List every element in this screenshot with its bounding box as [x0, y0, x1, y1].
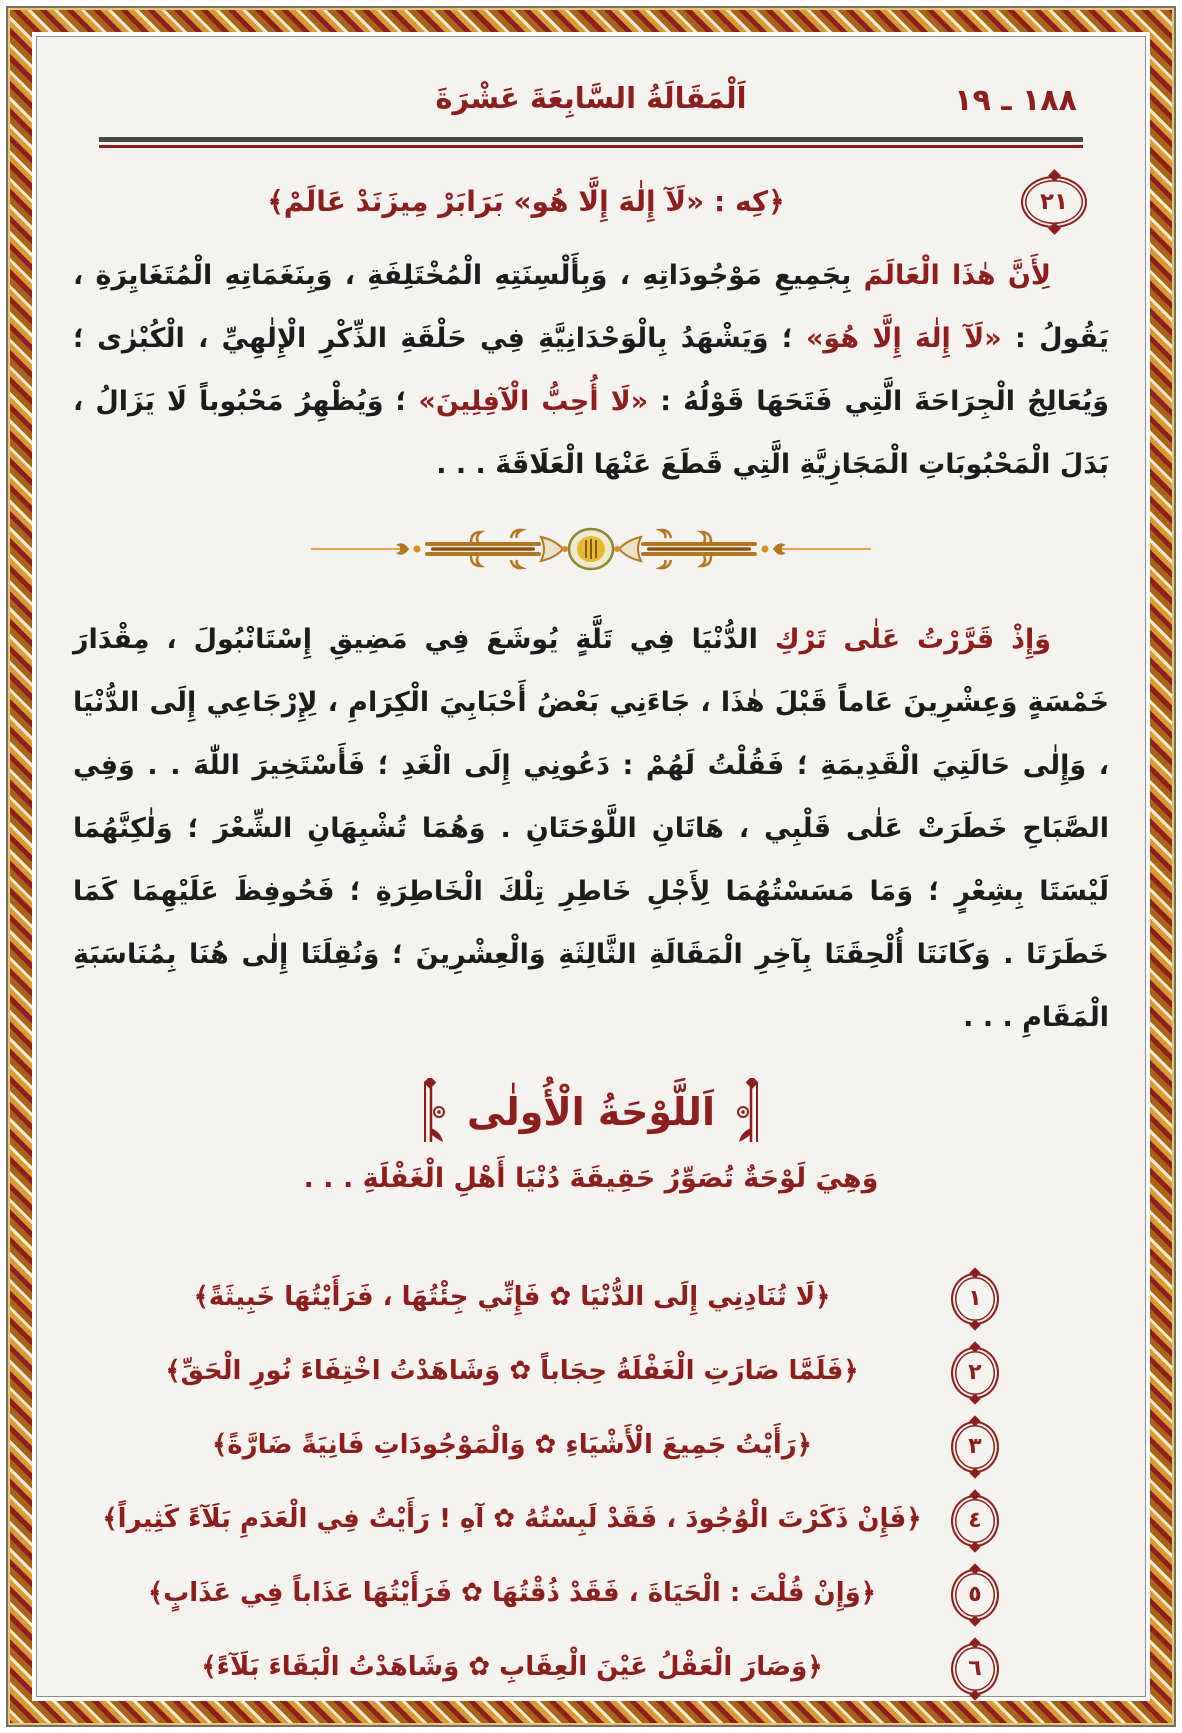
verse-row [71, 1630, 1111, 1704]
verse-row [71, 1260, 1111, 1334]
bracket-ornament-icon [735, 1078, 761, 1146]
page-content [36, 36, 1146, 1697]
verse-number-medallion: ٥ [951, 1569, 999, 1621]
verse-text: ﴿لَا تُنَادِنِي إِلَى الدُّنْيَا ✿ فَإِنِّي جِئْتُهَا ، فَرَأَيْتُهَا خَبِيثَةً﴾ [193, 1282, 831, 1312]
tablet-title: اَللَّوْحَةُ الْأُولٰى [467, 1090, 715, 1134]
tablet-subtitle: وَهِيَ لَوْحَةٌ تُصَوِّرُ حَقِيقَةَ دُنْيَا أَهْلِ الْغَفْلَةِ . . . [303, 1163, 879, 1194]
verse-number-medallion: ٤ [951, 1495, 999, 1547]
ornamental-divider-icon [301, 524, 881, 574]
verse-number-medallion: ٣ [951, 1421, 999, 1473]
verse-row [71, 1408, 1111, 1482]
verse-21-text: ﴿كِه : «لَآ إِلٰهَ إِلَّا هُو» بَرَابَرْ مِيزَنَدْ عَالَمْ﴾ [267, 185, 785, 218]
tablet-heading-row [71, 1075, 1111, 1149]
verse-text: ﴿وَإِنْ قُلْتَ : الْحَيَاةَ ، فَقَدْ ذُقْتُهَا ✿ فَرَأَيْتُهَا عَذَاباً فِي عَذَابٍ﴾ [147, 1578, 877, 1608]
header-rule-dark-line [99, 137, 1083, 142]
paragraph-2: وَإِذْ قَرَّرْتُ عَلٰى تَرْكِ الدُّنْيَا فِي تَلَّةٍ يُوشَعَ فِي مَضِيقِ إِسْتَانْبُولَ ، مِقْدَارَ خَمْسَةٍ وَعِشْرِينَ عَاماً قَبْلَ هٰذَا ، جَاءَنِي بَعْضُ أَحْبَابِيَ الْكِرَامِ ، لِإِرْجَاعِي إِلَى الدُّنْيَا ، وَإِلٰى حَالَتِيَ الْقَدِيمَةِ ؛ فَقُلْتُ لَهُمْ : دَعُونِي إِلَى الْغَدِ ؛ فَأَسْتَخِيرَ اللّٰهَ . . وَفِي الصَّبَاحِ خَطَرَتْ عَلٰى قَلْبِي ، هَاتَانِ اللَّوْحَتَانِ . وَهُمَا تُشْبِهَانِ الشِّعْرَ ؛ وَلٰكِنَّهُمَا لَيْسَتَا بِشِعْرٍ ؛ وَمَا مَسَسْتُهُمَا لِأَجْلِ خَاطِرِ تِلْكَ الْخَاطِرَةِ ؛ فَحُوفِظَ عَلَيْهِمَا كَمَا خَطَرَتَا . وَكَانَتَا أُلْحِقَتَا بِآخِرِ الْمَقَالَةِ الثَّالِثَةِ وَالْعِشْرِينَ ؛ وَنُقِلَتَا إِلٰى هُنَا بِمُنَاسَبَةِ الْمَقَامِ . . . [63, 624, 1109, 1033]
verse-row [71, 1482, 1111, 1556]
paragraph-1: لِأَنَّ هٰذَا الْعَالَمَ بِجَمِيعِ مَوْجُودَاتِهِ ، وَبِأَلْسِنَتِهِ الْمُخْتَلِفَةِ ، وَبِنَغَمَاتِهِ الْمُتَغَايِرَةِ ، يَقُولُ : «لَآ إِلٰهَ إِلَّا هُوَ» ؛ وَيَشْهَدُ بِالْوَحْدَانِيَّةِ فِي حَلْقَةِ الذِّكْرِ الْإِلٰهِيِّ ، الْكُبْرٰى ؛ وَيُعَالِجُ الْجِرَاحَةَ الَّتِي فَتَحَهَا قَوْلُهُ : «لَا أُحِبُّ الْآفِلِينَ» ؛ وَيُظْهِرُ مَحْبُوباً لَا يَزَالُ ، بَدَلَ الْمَحْبُوبَاتِ الْمَجَازِيَّةِ الَّتِي قَطَعَ عَنْهَا الْعَلَاقَةَ . . . [63, 260, 1110, 480]
verse-21-row [71, 170, 1111, 234]
verse-number-medallion: ٢ [951, 1347, 999, 1399]
verse-number-medallion: ١ [951, 1273, 999, 1325]
verse-row [71, 1556, 1111, 1630]
page-header [71, 81, 1111, 129]
bracket-ornament-icon [421, 1078, 447, 1146]
verses-list [71, 1260, 1111, 1704]
verse-text: ﴿رَأَيْتُ جَمِيعَ الْأَشْيَاءِ ✿ وَالْمَوْجُودَاتِ فَانِيَةً ضَارَّةً﴾ [212, 1430, 812, 1460]
verse-row [71, 1334, 1111, 1408]
verse-text: ﴿فَإِنْ ذَكَرْتَ الْوُجُودَ ، فَقَدْ لَبِسْتُهُ ✿ آهِ ! رَأَيْتُ فِي الْعَدَمِ بَلَآءً كَثِيراً﴾ [102, 1504, 922, 1534]
header-rule-maroon-line [99, 145, 1083, 148]
verse-text: ﴿فَلَمَّا صَارَتِ الْغَفْلَةُ حِجَاباً ✿ وَشَاهَدْتُ اخْتِفَاءَ نُورِ الْحَقِّ﴾ [165, 1356, 859, 1386]
header-rule [99, 137, 1083, 148]
verse-21-number-medallion: ٢١ [1021, 176, 1087, 228]
verse-text: ﴿وَصَارَ الْعَقْلُ عَيْنَ الْعِقَابِ ✿ وَشَاهَدْتُ الْبَقَاءَ بَلَآءً﴾ [201, 1652, 823, 1682]
chapter-title: اَلْمَقَالَةُ السَّابِعَةَ عَشْرَةَ [435, 81, 747, 115]
page-number: ١٨٨ ـ ١٩ [954, 83, 1077, 118]
verse-number-medallion: ٦ [951, 1643, 999, 1695]
